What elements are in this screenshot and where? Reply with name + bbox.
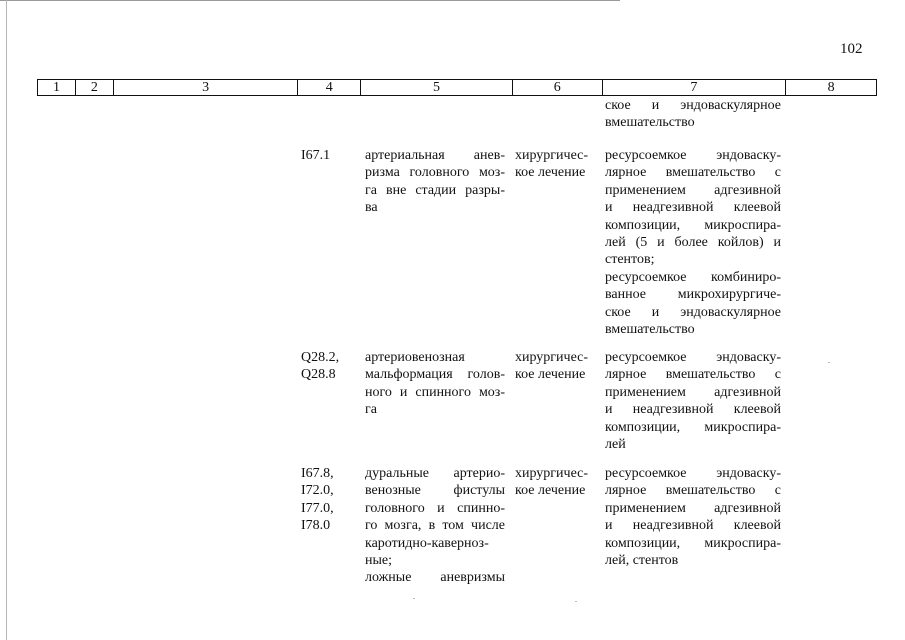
text-line: ресурсоемкое эндоваску- bbox=[605, 350, 781, 365]
text-line: кое лечение bbox=[515, 367, 586, 383]
text-line: лярное вмешательство с bbox=[605, 165, 781, 181]
scan-speck bbox=[413, 598, 415, 599]
header-col-6: 6 bbox=[513, 80, 603, 95]
header-col-4: 4 bbox=[298, 80, 361, 95]
text-line: артериовенозная bbox=[365, 350, 465, 365]
row-1-treatment bbox=[515, 147, 600, 182]
text-line: хирургичес- bbox=[515, 466, 589, 481]
text-line: головного и спинно- bbox=[365, 500, 505, 516]
text-line: композиции, микроспира- bbox=[605, 217, 781, 233]
row-2-treatment bbox=[515, 349, 600, 384]
scan-speck bbox=[828, 362, 830, 363]
text-line: артериальная анев- bbox=[365, 148, 505, 163]
row-2-method bbox=[605, 349, 781, 453]
text-line: ское и эндоваскулярное bbox=[605, 304, 781, 320]
row-1-codes bbox=[301, 147, 356, 164]
text-line: композиции, микроспира- bbox=[605, 535, 781, 551]
text-line: Q28.2, bbox=[301, 350, 340, 365]
text-line: го мозга, в том числе bbox=[365, 518, 505, 534]
scan-top-edge bbox=[0, 0, 620, 1]
header-col-1: 1 bbox=[38, 80, 76, 95]
text-line: дуральные артерио- bbox=[365, 466, 505, 481]
text-line: хирургичес- bbox=[515, 148, 589, 163]
text-line: ные; bbox=[365, 553, 393, 569]
text-line: и неадгезивной клеевой bbox=[605, 200, 781, 216]
scan-left-edge bbox=[6, 0, 7, 640]
text-line: I77.0, bbox=[301, 500, 334, 516]
text-line: ризма головного моз- bbox=[365, 165, 505, 181]
row-1-method bbox=[605, 147, 781, 338]
header-col-5: 5 bbox=[361, 80, 513, 95]
text-line: лей bbox=[605, 437, 626, 453]
text-line: лей (5 и более койлов) и bbox=[605, 235, 781, 251]
page-number: 102 bbox=[840, 41, 863, 57]
text-line: ва bbox=[365, 200, 378, 216]
text-line: вмешательство bbox=[605, 115, 695, 131]
text-line: композиции, микроспира- bbox=[605, 419, 781, 435]
text-line: лей, стентов bbox=[605, 553, 679, 569]
header-col-8: 8 bbox=[827, 80, 835, 95]
text-line: и неадгезивной клеевой bbox=[605, 518, 781, 534]
continued-method-cell bbox=[605, 97, 781, 132]
row-3-treatment bbox=[515, 465, 600, 500]
text-line: кое лечение bbox=[515, 483, 586, 499]
text-line: Q28.8 bbox=[301, 367, 336, 383]
header-col-3: 3 bbox=[114, 80, 299, 95]
text-line: вмешательство bbox=[605, 322, 695, 338]
text-line: мальформация голов- bbox=[365, 367, 505, 383]
text-line: кое лечение bbox=[515, 165, 586, 181]
row-1-diagnosis bbox=[365, 147, 505, 217]
text-line: лярное вмешательство с bbox=[605, 483, 781, 499]
text-line: ресурсоемкое эндоваску- bbox=[605, 466, 781, 481]
text-line: га bbox=[365, 402, 377, 418]
text-line: ское и эндоваскулярное bbox=[605, 98, 781, 113]
row-3-diagnosis bbox=[365, 465, 505, 587]
text-line: ванное микрохирургиче- bbox=[605, 287, 781, 303]
text-line: и неадгезивной клеевой bbox=[605, 402, 781, 418]
text-line: I72.0, bbox=[301, 483, 334, 499]
text-line: каротидно-каверноз- bbox=[365, 535, 489, 551]
text-line: ресурсоемкое эндоваску- bbox=[605, 148, 781, 163]
text-line: ложные аневризмы bbox=[365, 570, 505, 586]
row-3-codes bbox=[301, 465, 356, 535]
row-2-diagnosis bbox=[365, 349, 505, 419]
text-line: венозные фистулы bbox=[365, 483, 505, 499]
row-3-method bbox=[605, 465, 781, 569]
text-line: I67.8, bbox=[301, 466, 334, 481]
table-header-row bbox=[37, 79, 877, 96]
text-line: лярное вмешательство с bbox=[605, 367, 781, 383]
text-line: хирургичес- bbox=[515, 350, 589, 365]
text-line: применением адгезивной bbox=[605, 500, 781, 516]
text-line: ного и спинного моз- bbox=[365, 384, 505, 400]
text-line: ресурсоемкое комбиниро- bbox=[605, 269, 781, 285]
text-line: стентов; bbox=[605, 252, 655, 268]
header-col-2: 2 bbox=[76, 80, 114, 95]
header-col-7: 7 bbox=[603, 80, 787, 95]
text-line: применением адгезивной bbox=[605, 384, 781, 400]
row-2-codes bbox=[301, 349, 356, 384]
text-line: I78.0 bbox=[301, 518, 331, 534]
text-line: I67.1 bbox=[301, 148, 331, 163]
text-line: применением адгезивной bbox=[605, 182, 781, 198]
scan-speck bbox=[575, 601, 577, 602]
text-line: га вне стадии разры- bbox=[365, 182, 505, 198]
